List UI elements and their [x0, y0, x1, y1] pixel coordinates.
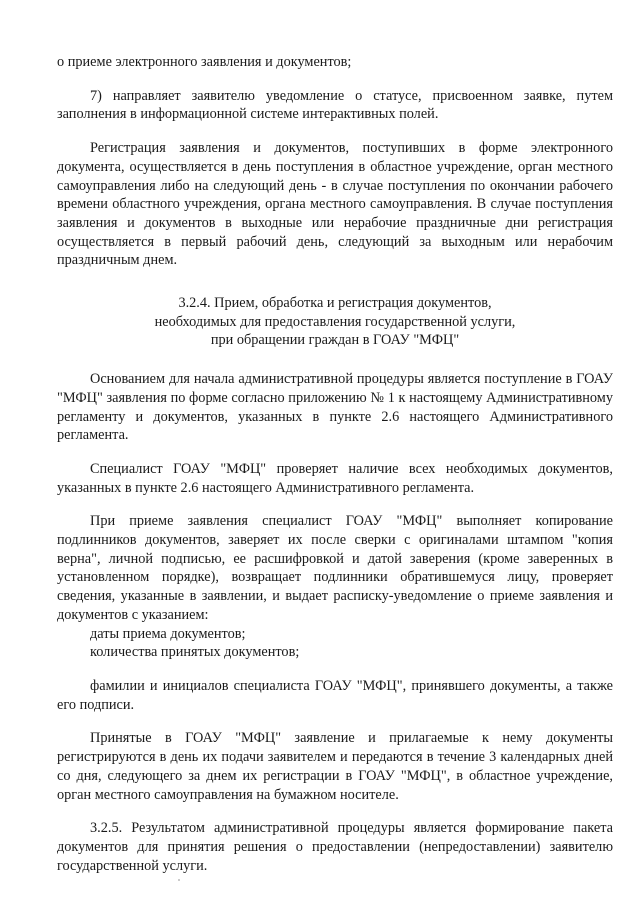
heading-line-3: при обращении граждан в ГОАУ "МФЦ"	[210, 332, 460, 349]
paragraph-item-7: 7) направляет заявителю уведомление о статусе, присвоенном заявке, путем заполнения в информационной системе интерактивных полей.	[57, 87, 613, 123]
section-3-2-4-heading	[57, 294, 613, 350]
section-3-2-5-paragraph: 3.2.5. Результатом административной процедуры является формирование пакета документов для принятия решения о предоставлении (непредоставлении) заявителю государственной услуги.	[57, 820, 613, 874]
list-item-date: даты приема документов;	[90, 625, 246, 642]
list-item-specialist: фамилии и инициалов специалиста ГОАУ "МФЦ", принявшего документы, а также его подписи.	[57, 677, 613, 713]
document-page	[57, 53, 613, 875]
list-item-count: количества принятых документов;	[90, 644, 300, 661]
paragraph-acceptance: При приеме заявления специалист ГОАУ "МФЦ" выполняет копирование подлинников документов, заверяет их после сверки с оригиналами штампом "копия верна", личной подписью, ее расшифровкой и датой заверения (кроме заверенных в установленном порядке), возвращает подлинники обратившемуся лицу, проверяет сведения, указанные в заявлении, и выдает расписку-уведомление о приеме заявления и документов с указанием:	[57, 513, 613, 623]
paragraph-basis: Основанием для начала административной процедуры является поступление в ГОАУ "МФЦ" заявления по форме согласно приложению № 1 к настоящему Административному регламенту и документов, указанных в пункте 2.6 настоящего Административного регламента.	[57, 371, 613, 444]
paragraph-continuation: о приеме электронного заявления и документов;	[57, 54, 352, 70]
scan-speck	[178, 879, 180, 881]
paragraph-registration: Регистрация заявления и документов, поступивших в форме электронного документа, осуществляется в день поступления в областное учреждение, орган местного самоуправления либо на следующий день - в случае поступления по окончании рабочего времени областного учреждения, органа местного самоуправления. В случае поступления заявления и документов в выходные или нерабочие праздничные дни регистрация осуществляется в первый рабочий день, следующий за выходным или нерабочим праздничным днем.	[57, 140, 613, 269]
paragraph-specialist-check: Специалист ГОАУ "МФЦ" проверяет наличие всех необходимых документов, указанных в пункте 2.6 настоящего Административного регламента.	[57, 460, 613, 496]
heading-line-1: 3.2.4. Прием, обработка и регистрация документов,	[178, 295, 492, 312]
heading-line-2: необходимых для предоставления государственной услуги,	[154, 313, 516, 330]
paragraph-transfer: Принятые в ГОАУ "МФЦ" заявление и прилагаемые к нему документы регистрируются в день их подачи заявителем и передаются в течение 3 календарных дней со дня, следующего за днем их регистрации в ГОАУ "МФЦ", в областное учреждение, орган местного самоуправления на бумажном носителе.	[57, 730, 613, 803]
